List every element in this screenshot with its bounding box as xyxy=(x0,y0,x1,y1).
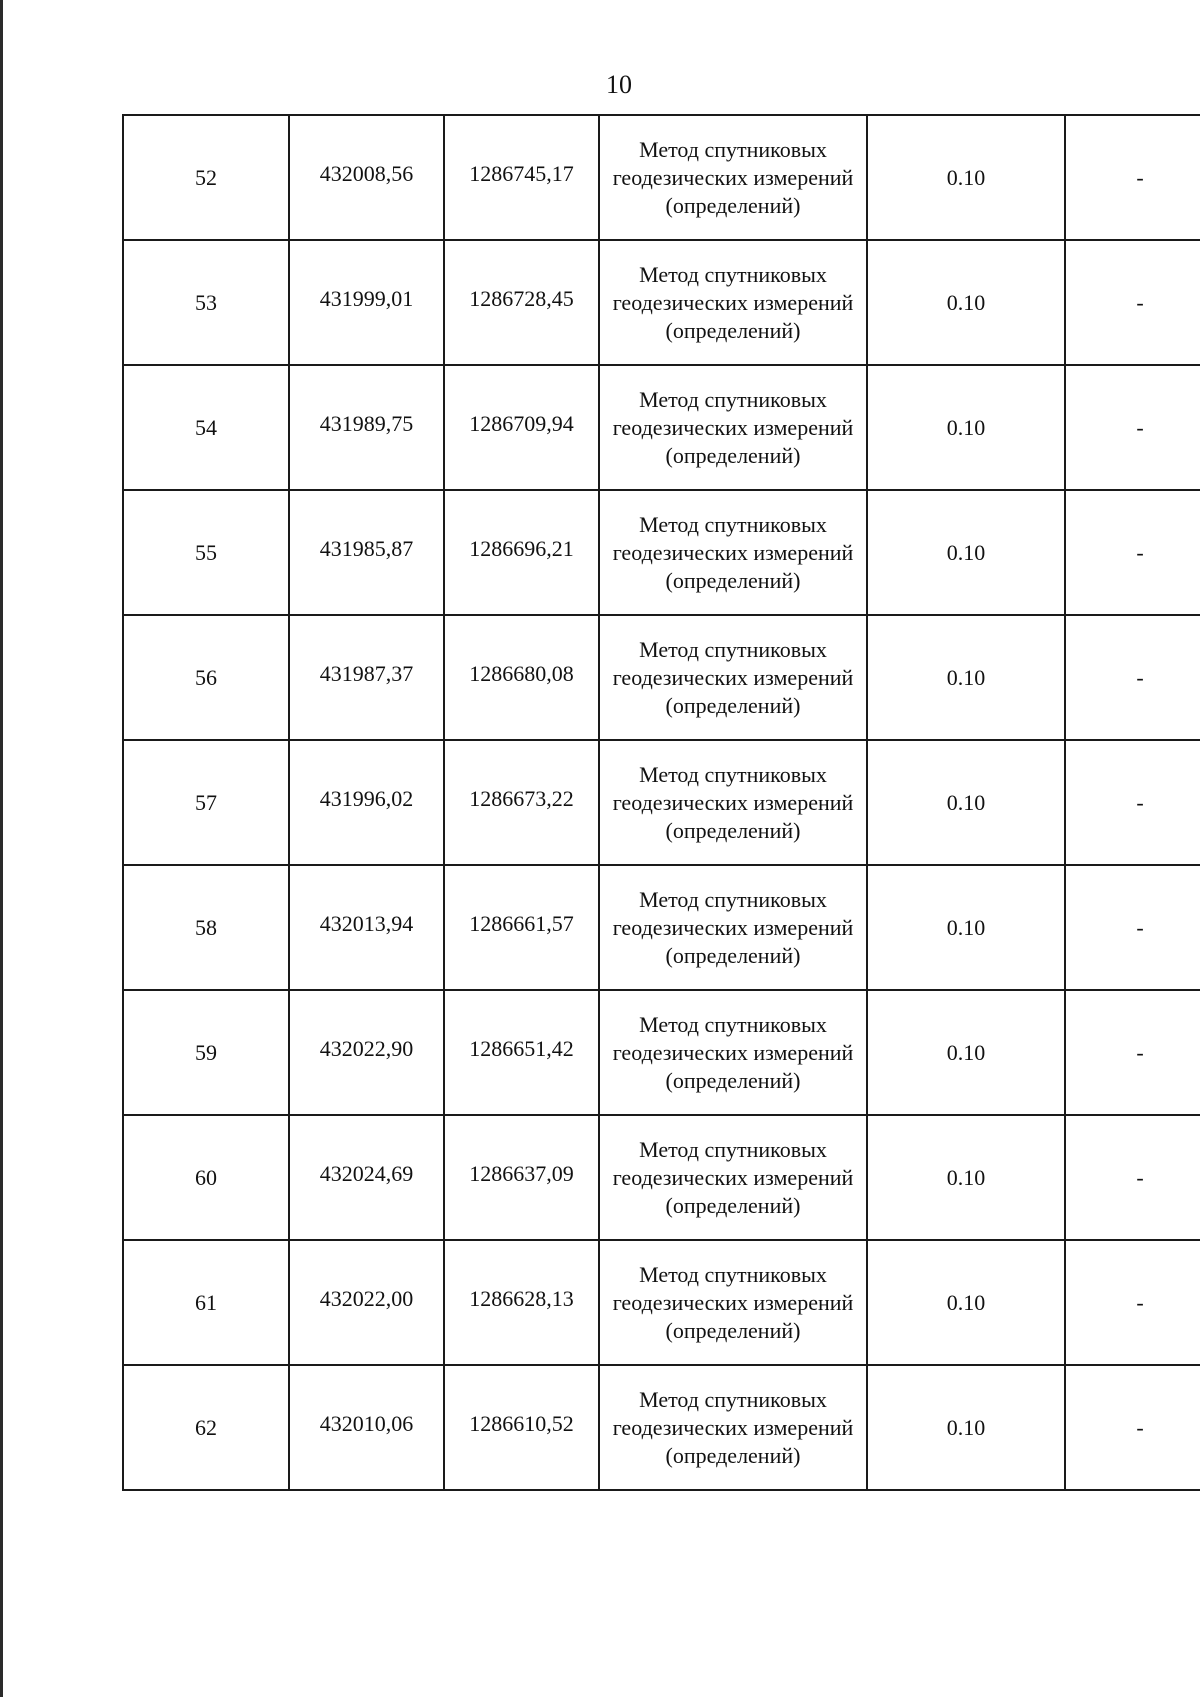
x-coordinate-cell-text: 431999,01 xyxy=(319,285,414,311)
y-coordinate-cell-text: 1286637,09 xyxy=(469,1160,574,1186)
table-row xyxy=(123,865,1200,990)
table-row xyxy=(123,365,1200,490)
y-coordinate-cell xyxy=(444,365,599,490)
accuracy-cell-text: 0.10 xyxy=(946,789,986,815)
method-cell xyxy=(599,365,867,490)
point-number-cell-text: 62 xyxy=(195,1414,217,1440)
accuracy-cell-text: 0.10 xyxy=(946,1414,986,1440)
point-number-cell xyxy=(123,1115,289,1240)
method-cell-text: Метод спутниковых геодезических измерений (определений) xyxy=(612,1136,854,1218)
description-cell-text: - xyxy=(1136,1039,1144,1065)
description-cell-text: - xyxy=(1136,664,1144,690)
method-cell-text: Метод спутниковых геодезических измерений (определений) xyxy=(612,886,854,968)
y-coordinate-cell xyxy=(444,865,599,990)
method-cell-text: Метод спутниковых геодезических измерений (определений) xyxy=(612,1261,854,1343)
x-coordinate-cell-text: 432008,56 xyxy=(319,160,414,186)
description-cell-text: - xyxy=(1136,414,1144,440)
y-coordinate-cell-text: 1286696,21 xyxy=(469,535,574,561)
method-cell-text: Метод спутниковых геодезических измерений (определений) xyxy=(612,386,854,468)
method-cell xyxy=(599,490,867,615)
point-number-cell xyxy=(123,1365,289,1490)
point-number-cell xyxy=(123,990,289,1115)
y-coordinate-cell-text: 1286728,45 xyxy=(469,285,574,311)
table-row xyxy=(123,1115,1200,1240)
x-coordinate-cell xyxy=(289,1365,444,1490)
y-coordinate-cell-text: 1286673,22 xyxy=(469,785,574,811)
accuracy-cell-text: 0.10 xyxy=(946,1289,986,1315)
y-coordinate-cell xyxy=(444,490,599,615)
accuracy-cell-text: 0.10 xyxy=(946,164,986,190)
description-cell xyxy=(1065,740,1200,865)
x-coordinate-cell xyxy=(289,1115,444,1240)
y-coordinate-cell xyxy=(444,990,599,1115)
accuracy-cell xyxy=(867,740,1065,865)
description-cell xyxy=(1065,1240,1200,1365)
description-cell xyxy=(1065,1365,1200,1490)
method-cell xyxy=(599,615,867,740)
point-number-cell xyxy=(123,115,289,240)
description-cell-text: - xyxy=(1136,539,1144,565)
description-cell xyxy=(1065,115,1200,240)
method-cell xyxy=(599,115,867,240)
table-row xyxy=(123,740,1200,865)
point-number-cell-text: 60 xyxy=(195,1164,217,1190)
point-number-cell-text: 54 xyxy=(195,414,217,440)
description-cell-text: - xyxy=(1136,789,1144,815)
accuracy-cell xyxy=(867,1115,1065,1240)
x-coordinate-cell xyxy=(289,1240,444,1365)
description-cell xyxy=(1065,865,1200,990)
method-cell-text: Метод спутниковых геодезических измерений (определений) xyxy=(612,761,854,843)
method-cell-text: Метод спутниковых геодезических измерений (определений) xyxy=(612,511,854,593)
accuracy-cell-text: 0.10 xyxy=(946,414,986,440)
point-number-cell xyxy=(123,240,289,365)
accuracy-cell xyxy=(867,1365,1065,1490)
y-coordinate-cell-text: 1286680,08 xyxy=(469,660,574,686)
x-coordinate-cell xyxy=(289,365,444,490)
accuracy-cell xyxy=(867,490,1065,615)
table-row xyxy=(123,1365,1200,1490)
description-cell xyxy=(1065,1115,1200,1240)
accuracy-cell-text: 0.10 xyxy=(946,664,986,690)
y-coordinate-cell xyxy=(444,1365,599,1490)
description-cell xyxy=(1065,615,1200,740)
x-coordinate-cell-text: 431987,37 xyxy=(319,660,414,686)
y-coordinate-cell-text: 1286709,94 xyxy=(469,410,574,436)
x-coordinate-cell-text: 432010,06 xyxy=(319,1410,414,1436)
x-coordinate-cell-text: 431989,75 xyxy=(319,410,414,436)
accuracy-cell-text: 0.10 xyxy=(946,289,986,315)
description-cell-text: - xyxy=(1136,289,1144,315)
y-coordinate-cell-text: 1286628,13 xyxy=(469,1285,574,1311)
accuracy-cell xyxy=(867,115,1065,240)
x-coordinate-cell-text: 432022,00 xyxy=(319,1285,414,1311)
accuracy-cell xyxy=(867,615,1065,740)
method-cell xyxy=(599,240,867,365)
method-cell xyxy=(599,865,867,990)
method-cell xyxy=(599,740,867,865)
point-number-cell-text: 58 xyxy=(195,914,217,940)
x-coordinate-cell-text: 432024,69 xyxy=(319,1160,414,1186)
method-cell-text: Метод спутниковых геодезических измерений (определений) xyxy=(612,1011,854,1093)
point-number-cell-text: 53 xyxy=(195,289,217,315)
method-cell xyxy=(599,1240,867,1365)
x-coordinate-cell xyxy=(289,240,444,365)
accuracy-cell xyxy=(867,240,1065,365)
point-number-cell-text: 57 xyxy=(195,789,217,815)
x-coordinate-cell xyxy=(289,115,444,240)
accuracy-cell-text: 0.10 xyxy=(946,1164,986,1190)
accuracy-cell-text: 0.10 xyxy=(946,539,986,565)
x-coordinate-cell xyxy=(289,490,444,615)
point-number-cell xyxy=(123,740,289,865)
description-cell-text: - xyxy=(1136,1414,1144,1440)
accuracy-cell xyxy=(867,365,1065,490)
method-cell-text: Метод спутниковых геодезических измерений (определений) xyxy=(612,261,854,343)
method-cell-text: Метод спутниковых геодезических измерений (определений) xyxy=(612,136,854,218)
point-number-cell-text: 61 xyxy=(195,1289,217,1315)
coordinates-table xyxy=(122,114,1200,1491)
x-coordinate-cell xyxy=(289,865,444,990)
method-cell-text: Метод спутниковых геодезических измерений (определений) xyxy=(612,1386,854,1468)
method-cell xyxy=(599,1115,867,1240)
y-coordinate-cell-text: 1286610,52 xyxy=(469,1410,574,1436)
table-row xyxy=(123,490,1200,615)
description-cell-text: - xyxy=(1136,914,1144,940)
x-coordinate-cell xyxy=(289,990,444,1115)
coordinates-table-body xyxy=(123,115,1200,1490)
method-cell xyxy=(599,990,867,1115)
description-cell xyxy=(1065,490,1200,615)
y-coordinate-cell xyxy=(444,115,599,240)
point-number-cell xyxy=(123,1240,289,1365)
point-number-cell-text: 55 xyxy=(195,539,217,565)
x-coordinate-cell-text: 431996,02 xyxy=(319,785,414,811)
y-coordinate-cell-text: 1286661,57 xyxy=(469,910,574,936)
description-cell xyxy=(1065,365,1200,490)
y-coordinate-cell xyxy=(444,740,599,865)
accuracy-cell xyxy=(867,990,1065,1115)
y-coordinate-cell-text: 1286651,42 xyxy=(469,1035,574,1061)
x-coordinate-cell-text: 432022,90 xyxy=(319,1035,414,1061)
x-coordinate-cell-text: 431985,87 xyxy=(319,535,414,561)
point-number-cell xyxy=(123,615,289,740)
y-coordinate-cell-text: 1286745,17 xyxy=(469,160,574,186)
y-coordinate-cell xyxy=(444,1240,599,1365)
accuracy-cell-text: 0.10 xyxy=(946,914,986,940)
description-cell xyxy=(1065,990,1200,1115)
method-cell-text: Метод спутниковых геодезических измерений (определений) xyxy=(612,636,854,718)
description-cell xyxy=(1065,240,1200,365)
table-row xyxy=(123,240,1200,365)
x-coordinate-cell xyxy=(289,740,444,865)
table-row xyxy=(123,990,1200,1115)
accuracy-cell-text: 0.10 xyxy=(946,1039,986,1065)
table-row xyxy=(123,615,1200,740)
description-cell-text: - xyxy=(1136,1289,1144,1315)
description-cell-text: - xyxy=(1136,164,1144,190)
point-number-cell-text: 52 xyxy=(195,164,217,190)
y-coordinate-cell xyxy=(444,1115,599,1240)
point-number-cell xyxy=(123,365,289,490)
method-cell xyxy=(599,1365,867,1490)
y-coordinate-cell xyxy=(444,615,599,740)
point-number-cell-text: 56 xyxy=(195,664,217,690)
point-number-cell xyxy=(123,865,289,990)
point-number-cell xyxy=(123,490,289,615)
x-coordinate-cell xyxy=(289,615,444,740)
table-row xyxy=(123,1240,1200,1365)
table-row xyxy=(123,115,1200,240)
accuracy-cell xyxy=(867,865,1065,990)
scan-left-edge xyxy=(0,0,3,1697)
page-number: 10 xyxy=(606,70,632,99)
point-number-cell-text: 59 xyxy=(195,1039,217,1065)
x-coordinate-cell-text: 432013,94 xyxy=(319,910,414,936)
accuracy-cell xyxy=(867,1240,1065,1365)
description-cell-text: - xyxy=(1136,1164,1144,1190)
y-coordinate-cell xyxy=(444,240,599,365)
